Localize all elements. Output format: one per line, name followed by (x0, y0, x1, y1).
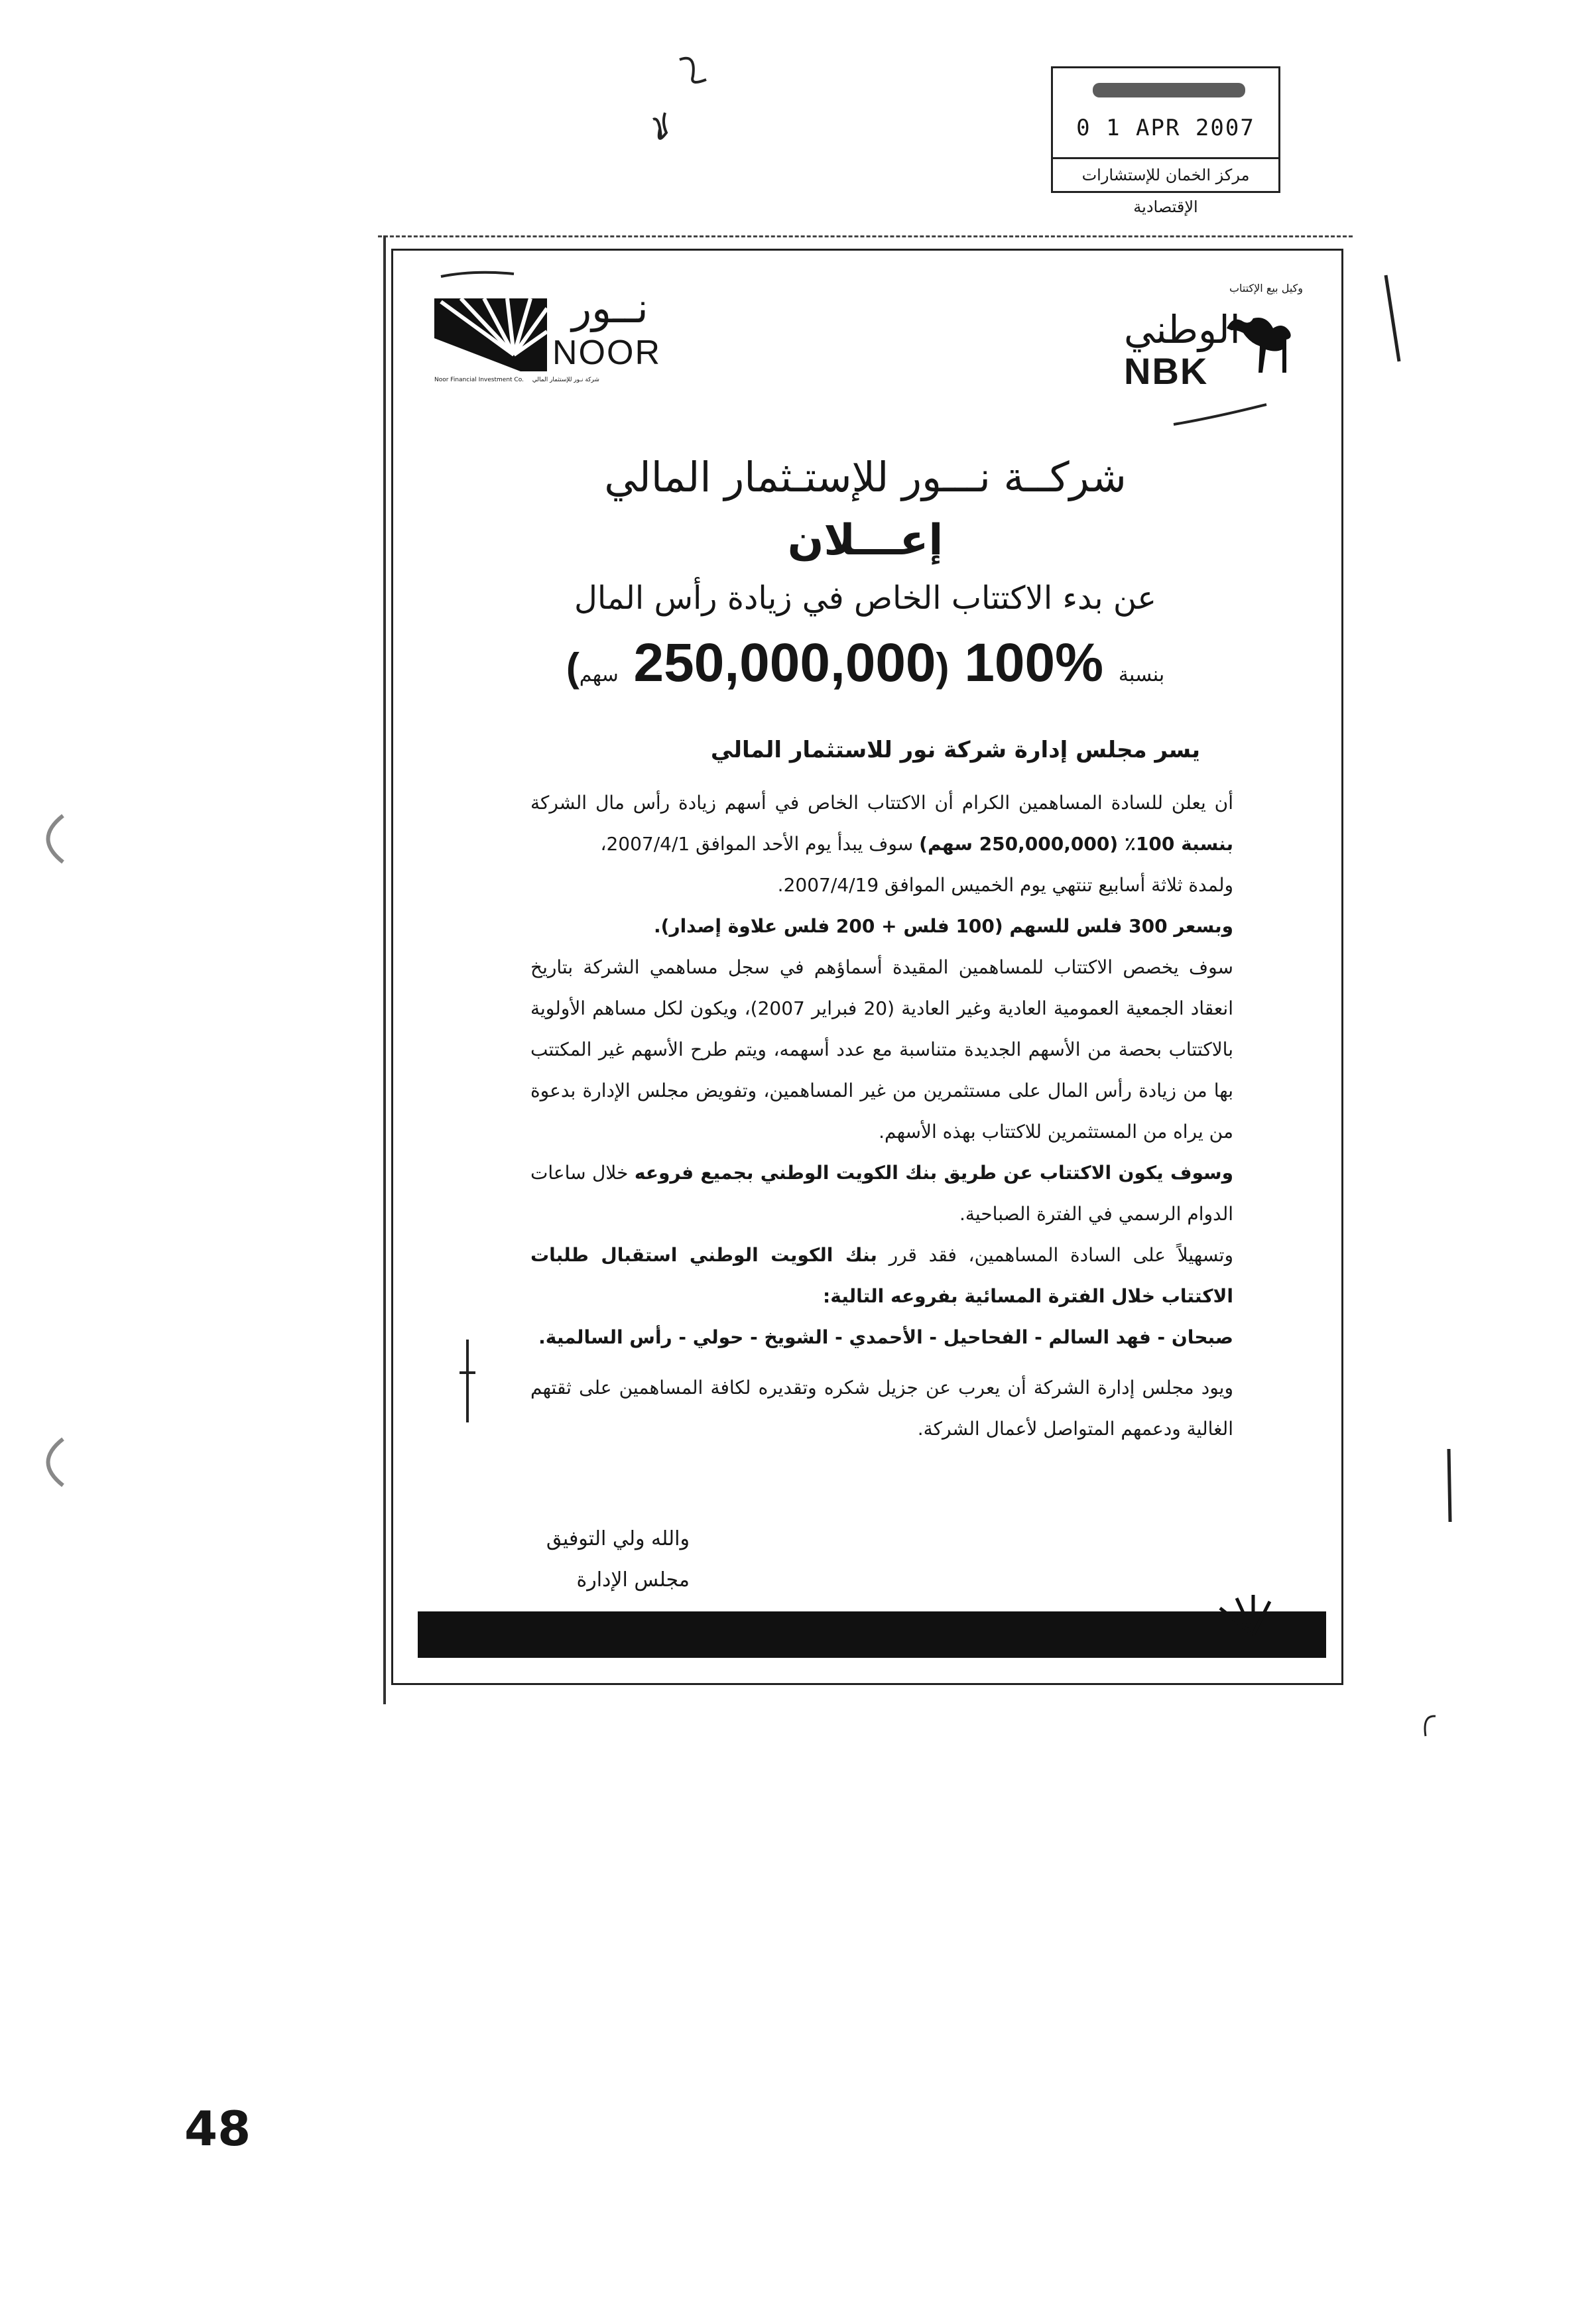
body-text: سوف يبدأ يوم الأحد الموافق 2007/4/1، (600, 833, 914, 855)
noor-sunburst-icon (434, 298, 547, 371)
body-paragraph (530, 1153, 1233, 1235)
body-bold-text: وسوف يكون الاكتتاب عن طريق بنك الكويت الوطني بجميع فروعه (634, 1162, 1233, 1184)
company-title: شركــة نـــور للإستـثمار المالي (604, 453, 1127, 501)
hole-punch-mark (27, 1432, 73, 1492)
stamp-date: 0 1 APR 2007 (1076, 115, 1255, 141)
ratio-paren-open: ( (936, 645, 950, 690)
noor-name-arabic: نــور (572, 284, 648, 332)
closing-block (530, 1519, 690, 1601)
hole-punch-mark (27, 809, 73, 869)
body-paragraph: سوف يخصص الاكتتاب للمساهمين المقيدة أسماؤهم في سجل مساهمي الشركة بتاريخ انعقاد الجمعية العمومية العادية وغير العادية (20 فبراير 2007)، ويكون لكل مساهم الأولوية بالاكتتاب بحصة من الأسهم الجديدة متناسبة مع عدد أسهمه، ويتم طرح الأسهم غير المكتتب بها من زيادة رأس المال على مستثمرين من غير المساهمين، وتفويض مجلس الإدارة بدعوة من يراه من المستثمرين للاكتتاب بهذه الأسهم. (530, 956, 1233, 1143)
handwritten-bar (1436, 1446, 1462, 1525)
stamp-organization: مركز الخمان للإستشارات الإقتصادية (1053, 157, 1278, 191)
body-bold-text: بنك الكويت الوطني استقبال طلبات الاكتتاب خلال الفترة المسائية بفروعه التالية: (530, 1244, 1233, 1307)
footer-bar (418, 1611, 1326, 1658)
handwritten-swoosh (1167, 398, 1273, 431)
sheet-top-edge (378, 235, 1353, 237)
sheet-left-edge (383, 235, 386, 1704)
nbk-name-latin: NBK (1124, 350, 1209, 392)
body-paragraph: ولمدة ثلاثة أسابيع تنتهي يوم الخميس الموافق 2007/4/19. (777, 874, 1233, 896)
body-bold-text: بنسبة 100٪ (250,000,000 سهم) (919, 833, 1233, 855)
body-price-line: وبسعر 300 فلس للسهم (100 فلس + 200 فلس علاوة إصدار). (654, 915, 1233, 937)
ratio-prefix: بنسبة (1118, 664, 1165, 686)
noor-tagline (434, 377, 673, 383)
noor-tagline-ar: شركة نـور للإستثمار المالي (532, 377, 599, 383)
handwritten-mark (633, 46, 713, 153)
ratio-paren-close: ) (566, 645, 580, 690)
nbk-name-arabic: الوطني (1124, 307, 1241, 352)
announcement-body (530, 729, 1233, 1450)
subscription-ratio (391, 627, 1339, 712)
share-word: سهم (579, 664, 619, 686)
share-count: 250,000,000 (633, 633, 936, 693)
body-paragraph (530, 783, 1233, 865)
announcement-subtitle: عن بدء الاكتتاب الخاص في زيادة رأس المال (574, 580, 1156, 617)
announcement-title: إعـــلان (787, 516, 944, 565)
footer-rays-icon (1213, 1592, 1280, 1638)
handwritten-mark (1416, 1711, 1442, 1737)
body-text: خلال ساعات الدوام الرسمي في الفترة الصباحية. (530, 1162, 1233, 1225)
body-paragraph (530, 1235, 1233, 1317)
stamp-smudge (1093, 83, 1245, 97)
camel-icon (1220, 308, 1300, 381)
body-text: وتسهيلاً على السادة المساهمين، فقد قرر (889, 1244, 1233, 1266)
noor-logo (434, 272, 673, 391)
noor-tagline-en: Noor Financial Investment Co. (434, 377, 524, 383)
signature-line: مجلس الإدارة (576, 1568, 690, 1592)
ratio-percent: %100 (964, 633, 1104, 693)
received-stamp (1051, 66, 1280, 216)
closing-line: والله ولي التوفيق (546, 1527, 690, 1550)
spacer (530, 1358, 1233, 1367)
handwritten-dash (438, 269, 517, 282)
body-lead: يسر مجلس إدارة شركة نور للاستثمار المالي (710, 737, 1200, 763)
body-paragraph: ويود مجلس إدارة الشركة أن يعرب عن جزيل شكره وتقديره لكافة المساهمين على ثقتهم الغالية ودعمهم المتواصل لأعمال الشركة. (530, 1377, 1233, 1440)
branch-list: صبحان - فهد السالم - الفحاحيل - الأحمدي - الشويخ - حولي - رأس السالمية. (538, 1326, 1233, 1348)
nbk-agent-label: وكيل بيع الإكتتاب (1229, 282, 1303, 294)
handwritten-bar (1379, 272, 1406, 365)
noor-name-latin: NOOR (552, 334, 661, 372)
nbk-logo (1104, 275, 1316, 408)
body-text: أن يعلن للسادة المساهمين الكرام أن الاكتتاب الخاص في أسهم زيادة رأس مال الشركة (530, 792, 1233, 814)
page-number: 48 (184, 2101, 251, 2157)
